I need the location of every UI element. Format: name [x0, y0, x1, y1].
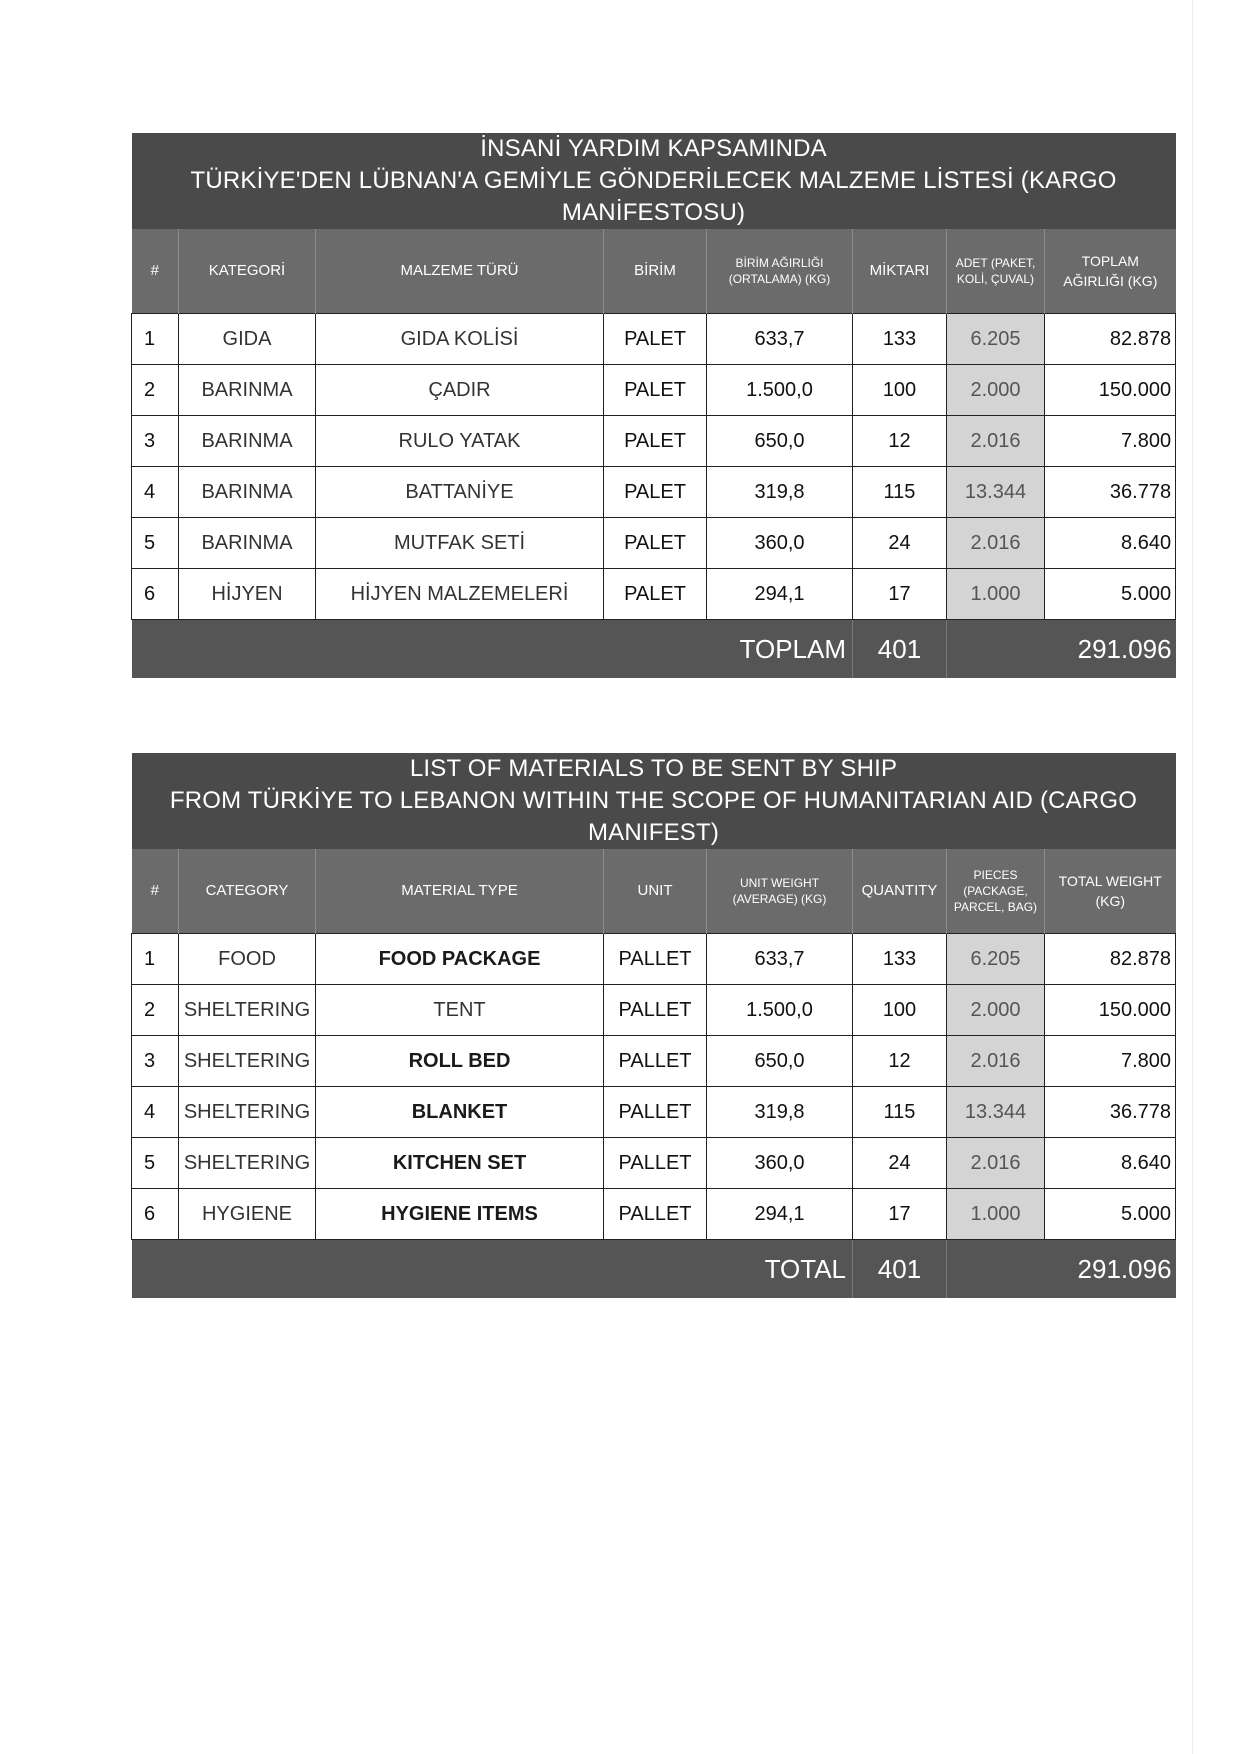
header-total-weight	[1045, 229, 1176, 314]
header-pieces	[947, 229, 1045, 314]
row-total-weight: 82.878	[1045, 314, 1176, 365]
row-total-weight: 36.778	[1045, 1087, 1176, 1138]
row-material: BATTANİYE	[316, 467, 604, 518]
row-unit-weight: 633,7	[707, 314, 853, 365]
total-empty-cell	[947, 620, 1045, 679]
table-row	[132, 1189, 1176, 1240]
total-quantity: 401	[853, 620, 947, 679]
row-pieces: 2.000	[947, 985, 1045, 1036]
table-row	[132, 569, 1176, 620]
header-total-weight-line2: AĞIRLIĞI (KG)	[1063, 273, 1158, 289]
row-unit-weight: 294,1	[707, 569, 853, 620]
total-weight: 291.096	[1045, 1240, 1176, 1299]
row-material: MUTFAK SETİ	[316, 518, 604, 569]
header-quantity: MİKTARI	[853, 229, 947, 314]
table-row	[132, 518, 1176, 569]
header-material-type: MALZEME TÜRÜ	[316, 229, 604, 314]
header-row	[132, 849, 1176, 934]
row-material: GIDA KOLİSİ	[316, 314, 604, 365]
total-label: TOTAL	[132, 1240, 853, 1299]
page-edge-line	[1192, 0, 1193, 1754]
row-unit-weight: 319,8	[707, 467, 853, 518]
row-unit: PALET	[604, 467, 707, 518]
row-category: SHELTERING	[179, 985, 316, 1036]
row-unit: PALLET	[604, 1138, 707, 1189]
table-row	[132, 1087, 1176, 1138]
row-number: 3	[132, 416, 179, 467]
total-label: TOPLAM	[132, 620, 853, 679]
row-quantity: 100	[853, 365, 947, 416]
row-unit-weight: 294,1	[707, 1189, 853, 1240]
row-total-weight: 150.000	[1045, 985, 1176, 1036]
total-row	[132, 1240, 1176, 1299]
row-total-weight: 150.000	[1045, 365, 1176, 416]
header-total-weight-line2: (KG)	[1095, 893, 1126, 909]
header-unit-weight-line2: (ORTALAMA) (KG)	[728, 272, 831, 286]
table-title	[132, 133, 1176, 229]
row-category: SHELTERING	[179, 1036, 316, 1087]
row-material: KITCHEN SET	[316, 1138, 604, 1189]
row-quantity: 24	[853, 518, 947, 569]
header-total-weight-line1: TOTAL WEIGHT	[1058, 873, 1162, 889]
title-line-2: FROM TÜRKİYE TO LEBANON WITHIN THE SCOPE OF HUMANITARIAN AID (CARGO MANIFEST)	[169, 787, 1138, 846]
table-row	[132, 985, 1176, 1036]
row-number: 6	[132, 569, 179, 620]
header-total-weight-line1: TOPLAM	[1081, 253, 1139, 269]
row-category: HYGIENE	[179, 1189, 316, 1240]
table-row	[132, 314, 1176, 365]
row-total-weight: 82.878	[1045, 934, 1176, 985]
header-unit-weight-line1: UNIT WEIGHT	[739, 876, 820, 890]
row-number: 2	[132, 985, 179, 1036]
row-unit-weight: 360,0	[707, 1138, 853, 1189]
row-unit-weight: 1.500,0	[707, 985, 853, 1036]
row-pieces: 2.000	[947, 365, 1045, 416]
header-row	[132, 229, 1176, 314]
title-line-1: İNSANİ YARDIM KAPSAMINDA	[480, 135, 827, 162]
row-pieces: 13.344	[947, 1087, 1045, 1138]
row-number: 5	[132, 518, 179, 569]
row-quantity: 12	[853, 416, 947, 467]
row-number: 1	[132, 934, 179, 985]
row-pieces: 6.205	[947, 314, 1045, 365]
row-total-weight: 5.000	[1045, 1189, 1176, 1240]
row-total-weight: 5.000	[1045, 569, 1176, 620]
row-category: HİJYEN	[179, 569, 316, 620]
header-index: #	[132, 229, 179, 314]
row-unit: PALLET	[604, 1087, 707, 1138]
row-unit: PALET	[604, 518, 707, 569]
row-number: 6	[132, 1189, 179, 1240]
row-number: 2	[132, 365, 179, 416]
row-material: TENT	[316, 985, 604, 1036]
total-empty-cell	[947, 1240, 1045, 1299]
row-total-weight: 8.640	[1045, 518, 1176, 569]
table-row	[132, 1138, 1176, 1189]
table-row	[132, 934, 1176, 985]
row-unit: PALLET	[604, 985, 707, 1036]
row-total-weight: 7.800	[1045, 416, 1176, 467]
header-unit-weight-line2: (AVERAGE) (KG)	[732, 892, 827, 906]
row-unit-weight: 360,0	[707, 518, 853, 569]
row-unit: PALLET	[604, 1036, 707, 1087]
row-unit-weight: 650,0	[707, 1036, 853, 1087]
header-pieces-line2: (PACKAGE,	[963, 884, 1028, 898]
row-pieces: 13.344	[947, 467, 1045, 518]
header-pieces-line2: KOLİ, ÇUVAL)	[956, 272, 1035, 286]
header-total-weight	[1045, 849, 1176, 934]
row-unit: PALET	[604, 569, 707, 620]
row-pieces: 2.016	[947, 518, 1045, 569]
total-row	[132, 620, 1176, 679]
row-category: FOOD	[179, 934, 316, 985]
row-unit-weight: 633,7	[707, 934, 853, 985]
table-row	[132, 365, 1176, 416]
row-material: HİJYEN MALZEMELERİ	[316, 569, 604, 620]
row-unit: PALLET	[604, 1189, 707, 1240]
total-quantity: 401	[853, 1240, 947, 1299]
row-quantity: 133	[853, 314, 947, 365]
row-number: 1	[132, 314, 179, 365]
header-quantity: QUANTITY	[853, 849, 947, 934]
table-row	[132, 416, 1176, 467]
row-quantity: 115	[853, 1087, 947, 1138]
header-unit-weight-line1: BİRİM AĞIRLIĞI	[735, 256, 824, 270]
row-category: BARINMA	[179, 518, 316, 569]
row-pieces: 2.016	[947, 416, 1045, 467]
header-category: KATEGORİ	[179, 229, 316, 314]
row-unit: PALLET	[604, 934, 707, 985]
total-weight: 291.096	[1045, 620, 1176, 679]
table-row	[132, 1036, 1176, 1087]
header-index: #	[132, 849, 179, 934]
row-pieces: 1.000	[947, 1189, 1045, 1240]
row-quantity: 100	[853, 985, 947, 1036]
row-unit-weight: 650,0	[707, 416, 853, 467]
row-unit-weight: 1.500,0	[707, 365, 853, 416]
row-category: BARINMA	[179, 467, 316, 518]
header-category: CATEGORY	[179, 849, 316, 934]
header-pieces-line1: ADET (PAKET,	[955, 256, 1036, 270]
table-title	[132, 753, 1176, 849]
header-unit-weight	[707, 229, 853, 314]
english-manifest-table	[131, 753, 1176, 1298]
header-pieces-line3: PARCEL, BAG)	[953, 900, 1038, 914]
row-pieces: 2.016	[947, 1138, 1045, 1189]
header-unit: UNIT	[604, 849, 707, 934]
row-category: GIDA	[179, 314, 316, 365]
row-unit-weight: 319,8	[707, 1087, 853, 1138]
row-unit: PALET	[604, 416, 707, 467]
row-pieces: 1.000	[947, 569, 1045, 620]
row-total-weight: 8.640	[1045, 1138, 1176, 1189]
row-category: SHELTERING	[179, 1138, 316, 1189]
row-material: RULO YATAK	[316, 416, 604, 467]
turkish-manifest-table	[131, 133, 1176, 678]
header-material-type: MATERIAL TYPE	[316, 849, 604, 934]
row-unit: PALET	[604, 314, 707, 365]
title-line-2: TÜRKİYE'DEN LÜBNAN'A GEMİYLE GÖNDERİLECEK MALZEME LİSTESİ (KARGO MANİFESTOSU)	[190, 167, 1117, 226]
row-quantity: 115	[853, 467, 947, 518]
row-number: 3	[132, 1036, 179, 1087]
row-total-weight: 36.778	[1045, 467, 1176, 518]
table-title-row	[132, 133, 1176, 229]
row-material: ÇADIR	[316, 365, 604, 416]
title-line-1: LIST OF MATERIALS TO BE SENT BY SHIP	[409, 755, 898, 782]
row-number: 4	[132, 1087, 179, 1138]
row-number: 4	[132, 467, 179, 518]
row-category: SHELTERING	[179, 1087, 316, 1138]
header-unit-weight	[707, 849, 853, 934]
row-quantity: 24	[853, 1138, 947, 1189]
row-material: ROLL BED	[316, 1036, 604, 1087]
row-pieces: 6.205	[947, 934, 1045, 985]
header-pieces	[947, 849, 1045, 934]
table-row	[132, 467, 1176, 518]
table-title-row	[132, 753, 1176, 849]
row-material: BLANKET	[316, 1087, 604, 1138]
row-unit: PALET	[604, 365, 707, 416]
row-quantity: 17	[853, 569, 947, 620]
row-quantity: 17	[853, 1189, 947, 1240]
row-total-weight: 7.800	[1045, 1036, 1176, 1087]
row-number: 5	[132, 1138, 179, 1189]
row-material: FOOD PACKAGE	[316, 934, 604, 985]
header-unit: BİRİM	[604, 229, 707, 314]
row-quantity: 12	[853, 1036, 947, 1087]
row-quantity: 133	[853, 934, 947, 985]
header-pieces-line1: PIECES	[973, 868, 1018, 882]
row-material: HYGIENE ITEMS	[316, 1189, 604, 1240]
row-pieces: 2.016	[947, 1036, 1045, 1087]
row-category: BARINMA	[179, 365, 316, 416]
row-category: BARINMA	[179, 416, 316, 467]
